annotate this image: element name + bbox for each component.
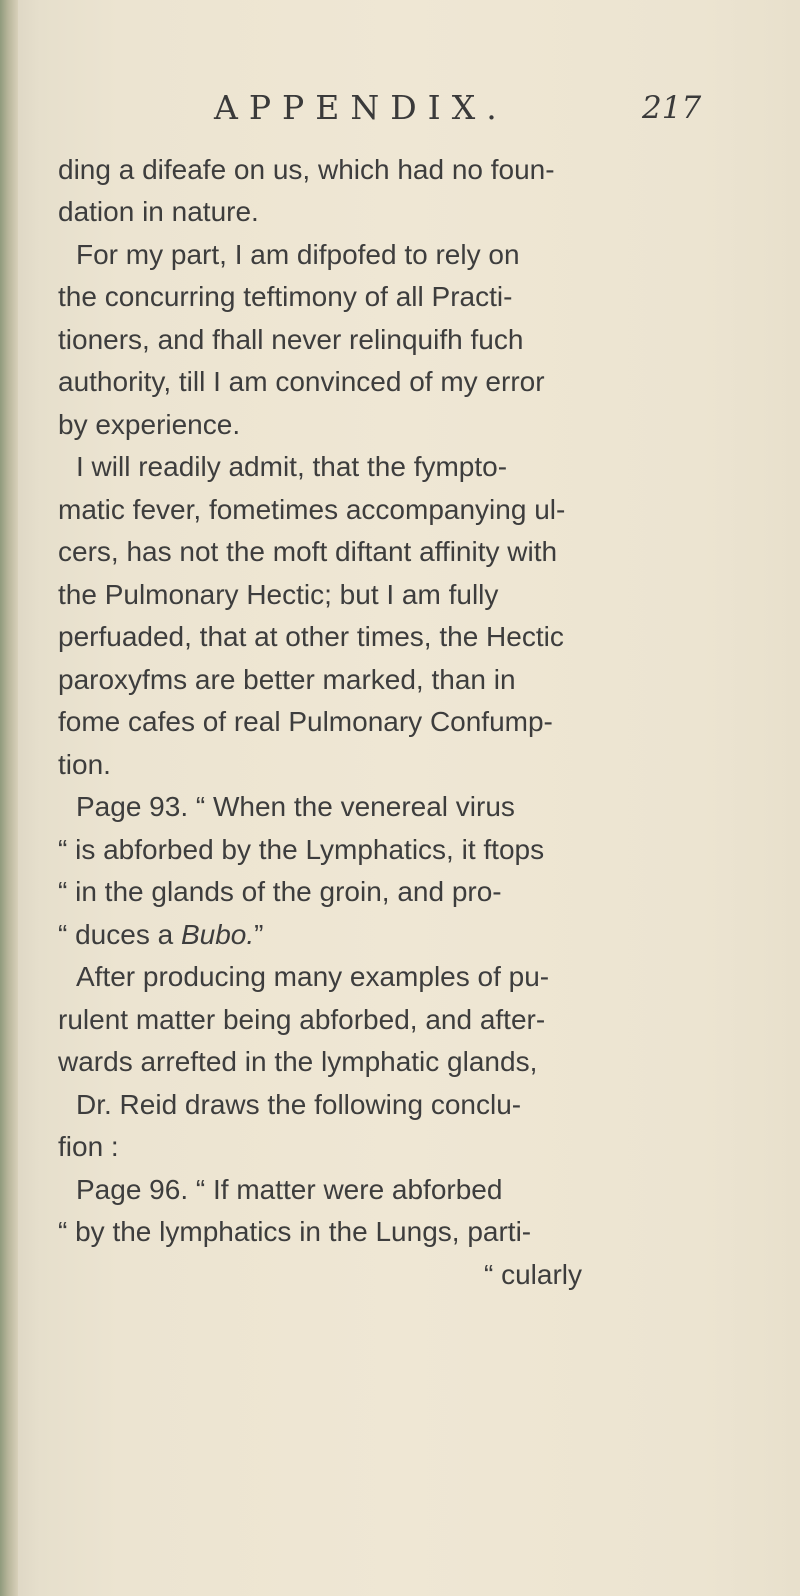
text-line: fome cafes of real Pulmonary Confump- (58, 706, 553, 737)
running-title: APPENDIX. (214, 88, 508, 127)
text-line: For my part, I am difpofed to rely on (76, 239, 520, 270)
text-line-start: “ duces a (58, 919, 181, 950)
text-line: the concurring teftimony of all Practi- (58, 281, 513, 312)
text-line: tioners, and fhall never relinquifh fuch (58, 324, 524, 355)
text-line: “ in the glands of the groin, and pro- (58, 876, 502, 907)
text-line: by experience. (58, 409, 241, 440)
text-line: rulent matter being abforbed, and after- (58, 1004, 546, 1035)
text-line: After producing many examples of pu- (76, 961, 550, 992)
page-header (0, 88, 800, 132)
text-line: Dr. Reid draws the following conclu- (76, 1089, 522, 1120)
text-line: matic fever, fometimes accompanying ul- (58, 494, 566, 525)
text-line: dation in nature. (58, 196, 259, 227)
text-line: Page 96. “ If matter were abforbed (76, 1174, 503, 1205)
text-line: paroxyfms are better marked, than in (58, 664, 516, 695)
page-gutter (0, 0, 18, 1596)
text-line: ding a difeafe on us, which had no foun- (58, 154, 555, 185)
text-line-bubo (58, 915, 263, 955)
text-line: perfuaded, that at other times, the Hectic (58, 621, 564, 652)
text-line: tion. (58, 749, 111, 780)
text-line: I will readily admit, that the fympto- (76, 451, 508, 482)
text-line: cers, has not the moft diftant affinity with (58, 536, 558, 567)
text-line: “ is abforbed by the Lymphatics, it ftops (58, 834, 545, 865)
text-line: fion : (58, 1131, 119, 1162)
text-line: wards arrefted in the lymphatic glands, (58, 1046, 538, 1077)
text-line: authority, till I am convinced of my error (58, 366, 545, 397)
text-line: “ by the lymphatics in the Lungs, parti- (58, 1216, 532, 1247)
italic-word: Bubo. (180, 919, 255, 950)
page-number: 217 (642, 90, 702, 126)
closing-quote: ” (254, 919, 264, 950)
text-line: “ cularly (484, 1259, 583, 1290)
text-line: Page 93. “ When the venereal virus (76, 791, 515, 822)
text-line: the Pulmonary Hectic; but I am fully (58, 579, 499, 610)
